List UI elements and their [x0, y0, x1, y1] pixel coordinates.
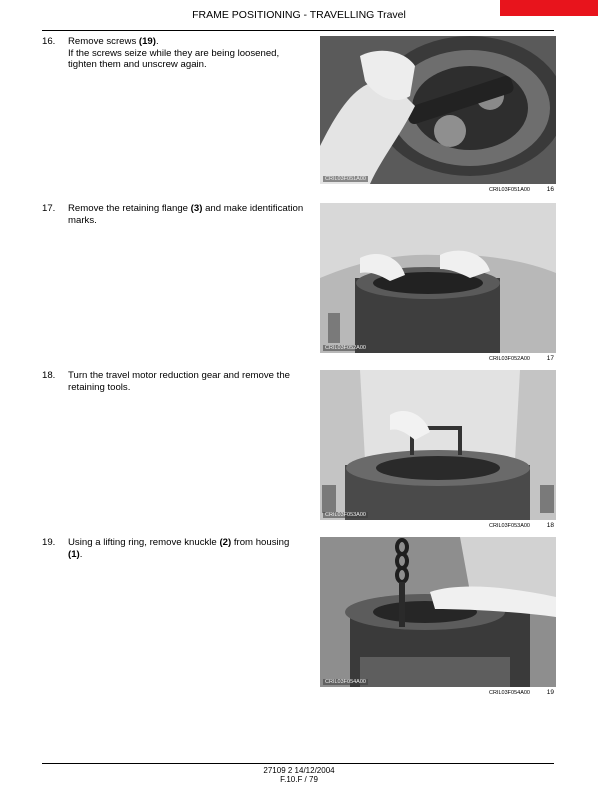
caption-code: CRIL03F051A00 [489, 187, 530, 193]
photo-code: CRIL03F052A00 [325, 345, 366, 351]
step-number: 18. [42, 370, 56, 381]
step-17 [42, 203, 304, 231]
caption-code: CRIL03F054A00 [489, 690, 530, 696]
step-number: 16. [42, 36, 56, 47]
step-instruction: Remove the retaining flange (3) and make identification marks. [68, 203, 304, 226]
step-17-caption [320, 355, 556, 365]
caption-number: 17 [546, 355, 554, 362]
photo-graphic [320, 203, 556, 353]
footer-page-ref: F.10.F / 79 [280, 775, 318, 784]
photo-graphic [320, 36, 556, 184]
step-instruction: Remove screws (19). If the screws seize while they are being loosened, tighten them and unscrew again. [68, 36, 280, 70]
step-19 [42, 537, 304, 565]
caption-number: 16 [546, 186, 554, 193]
photo-code: CRIL03F053A00 [325, 512, 366, 518]
photo-graphic [320, 370, 556, 520]
footer-rule [42, 763, 554, 764]
footer-doc-ref: 27109 2 14/12/2004 [263, 766, 335, 775]
photo-code: CRIL03F054A00 [325, 679, 366, 685]
caption-code: CRIL03F053A00 [489, 523, 530, 529]
step-17-photo [320, 203, 556, 353]
page-header-title: FRAME POSITIONING - TRAVELLING Travel [192, 9, 406, 21]
step-number: 17. [42, 203, 56, 214]
header-rule [42, 30, 554, 31]
caption-number: 19 [546, 689, 554, 696]
step-instruction: Turn the travel motor reduction gear and remove the retaining tools. [68, 370, 291, 393]
caption-code: CRIL03F052A00 [489, 356, 530, 362]
photo-graphic [320, 537, 556, 687]
step-19-caption [320, 689, 556, 699]
step-16-photo [320, 36, 556, 184]
step-18-photo [320, 370, 556, 520]
step-16-caption [320, 186, 556, 196]
step-18 [42, 370, 304, 398]
step-16 [42, 36, 304, 76]
step-18-caption [320, 522, 556, 532]
caption-number: 18 [546, 522, 554, 529]
step-number: 19. [42, 537, 56, 548]
photo-code: CRIL03F051A00 [325, 176, 366, 182]
step-instruction: Using a lifting ring, remove knuckle (2) from housing (1). [68, 537, 290, 560]
step-19-photo [320, 537, 556, 687]
